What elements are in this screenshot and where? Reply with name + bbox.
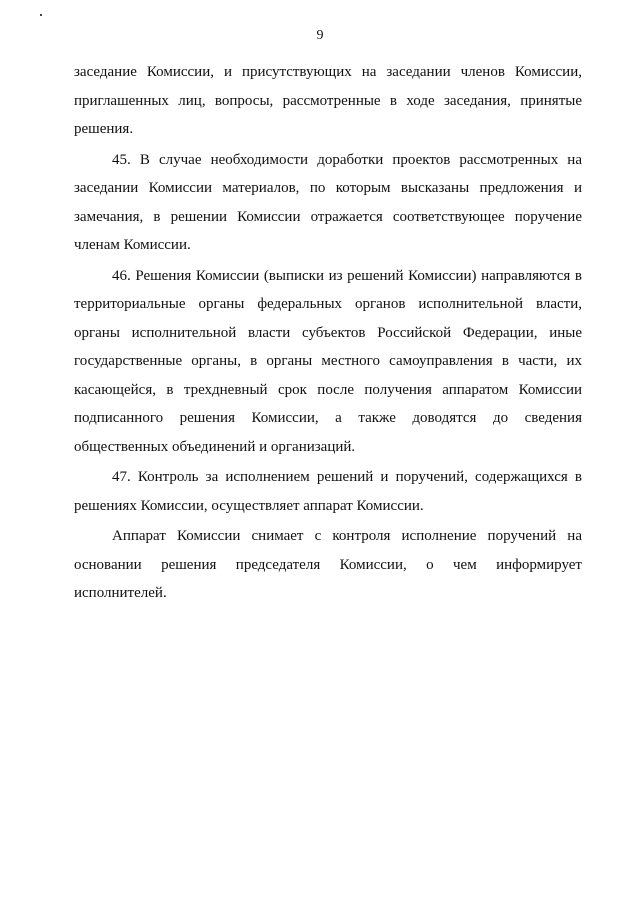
paragraph-46: 46. Решения Комиссии (выписки из решений Комиссии) направляются в территориальные органы федеральных органов исполнительной власти, органы исполнительной власти субъектов Российской Федерации, иные государственные органы, в органы местного самоуправления в части, их касающейся, в трехдневный срок после получения аппаратом Комиссии подписанного решения Комиссии, а также доводятся до сведения общественных объединений и организаций. (74, 267, 582, 455)
paragraph-45: 45. В случае необходимости доработки проектов рассмотренных на заседании Комиссии материалов, по которым высказаны предложения и замечания, в решении Комиссии отражается соответствующее поручение членам Комиссии. (74, 151, 582, 253)
paragraph-apparatus: Аппарат Комиссии снимает с контроля исполнение поручений на основании решения председателя Комиссии, о чем информирует исполнителей. (74, 528, 582, 601)
page-number: 9 (316, 28, 324, 43)
paragraph-continuation: заседание Комиссии, и присутствующих на заседании членов Комиссии, приглашенных лиц, вопросы, рассмотренные в ходе заседания, принятые решения. (74, 64, 582, 137)
scan-speck (40, 14, 42, 16)
document-body (74, 58, 582, 610)
paragraph-47: 47. Контроль за исполнением решений и поручений, содержащихся в решениях Комиссии, осуществляет аппарат Комиссии. (74, 469, 582, 514)
